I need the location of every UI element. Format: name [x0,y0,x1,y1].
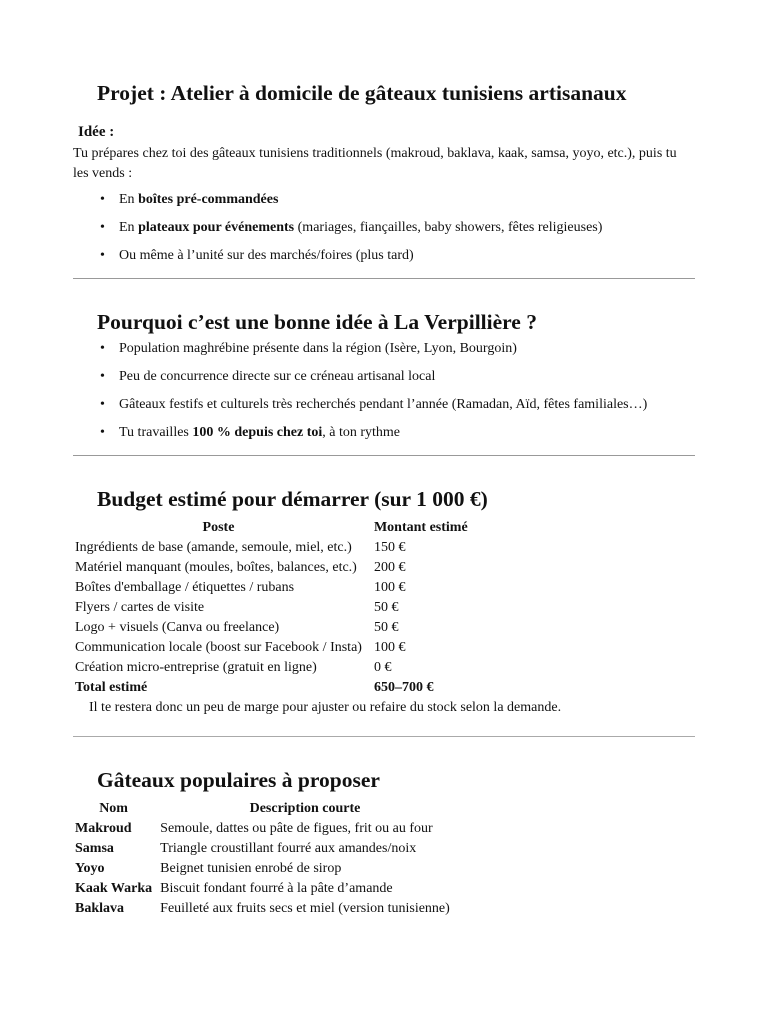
table-header-row [73,799,452,819]
section-divider [73,736,695,737]
table-row: Baklava Feuilleté aux fruits secs et miel (version tunisienne) [75,901,450,916]
table-row: Yoyo Beignet tunisien enrobé de sirop [75,861,342,876]
list-item: • Peu de concurrence directe sur ce créneau artisanal local [73,367,695,387]
table-row: Boîtes d'emballage / étiquettes / rubans 100 € [75,580,406,595]
cakes-heading: Gâteaux populaires à proposer [97,768,380,792]
total-label: Total estimé [75,680,148,695]
total-row [73,678,470,698]
idea-list [73,190,695,266]
idea-text: Tu prépares chez toi des gâteaux tunisiens traditionnels (makroud, baklava, kaak, samsa, yoyo, etc.), puis tu les vends : [73,146,677,181]
total-value: 650–700 € [373,680,434,695]
cakes-table [73,799,452,919]
why-heading: Pourquoi c’est une bonne idée à La Verpillière ? [97,310,537,334]
table-row: Communication locale (boost sur Facebook / Insta) 100 € [75,640,406,655]
table-row: Création micro-entreprise (gratuit en ligne) 0 € [75,660,392,675]
page-title: Projet : Atelier à domicile de gâteaux tunisiens artisanaux [97,81,627,105]
column-header-nom: Nom [99,801,128,816]
table-row: Kaak Warka Biscuit fondant fourré à la pâte d’amande [75,881,393,896]
column-header-description: Description courte [249,801,361,816]
table-row: Matériel manquant (moules, boîtes, balances, etc.) 200 € [75,560,406,575]
budget-note: Il te restera donc un peu de marge pour ajuster ou refaire du stock selon la demande. [89,700,562,715]
column-header-montant: Montant estimé [373,520,468,535]
budget-table [73,518,470,698]
section-divider [73,455,695,456]
section-divider [73,278,695,279]
list-item: • En plateaux pour événements (mariages, fiançailles, baby showers, fêtes religieuses) [73,218,695,238]
document-page [73,78,695,919]
budget-heading: Budget estimé pour démarrer (sur 1 000 €) [97,487,488,511]
table-header-row [73,518,470,538]
list-item: • Gâteaux festifs et culturels très recherchés pendant l’année (Ramadan, Aïd, fêtes familiales…) [73,395,695,415]
idea-heading: Idée : [78,124,115,140]
list-item: • En boîtes pré-commandées [73,190,695,210]
why-list [73,339,695,443]
table-row: Flyers / cartes de visite 50 € [75,600,399,615]
list-item: • Population maghrébine présente dans la région (Isère, Lyon, Bourgoin) [73,339,695,359]
table-row: Makroud Semoule, dattes ou pâte de figues, frit ou au four [75,821,433,836]
list-item: • Ou même à l’unité sur des marchés/foires (plus tard) [73,246,695,266]
list-item: • Tu travailles 100 % depuis chez toi, à ton rythme [73,423,695,443]
column-header-poste: Poste [202,520,235,535]
table-row: Logo + visuels (Canva ou freelance) 50 € [75,620,399,635]
table-row: Ingrédients de base (amande, semoule, miel, etc.) 150 € [75,540,406,555]
table-row: Samsa Triangle croustillant fourré aux amandes/noix [75,841,417,856]
